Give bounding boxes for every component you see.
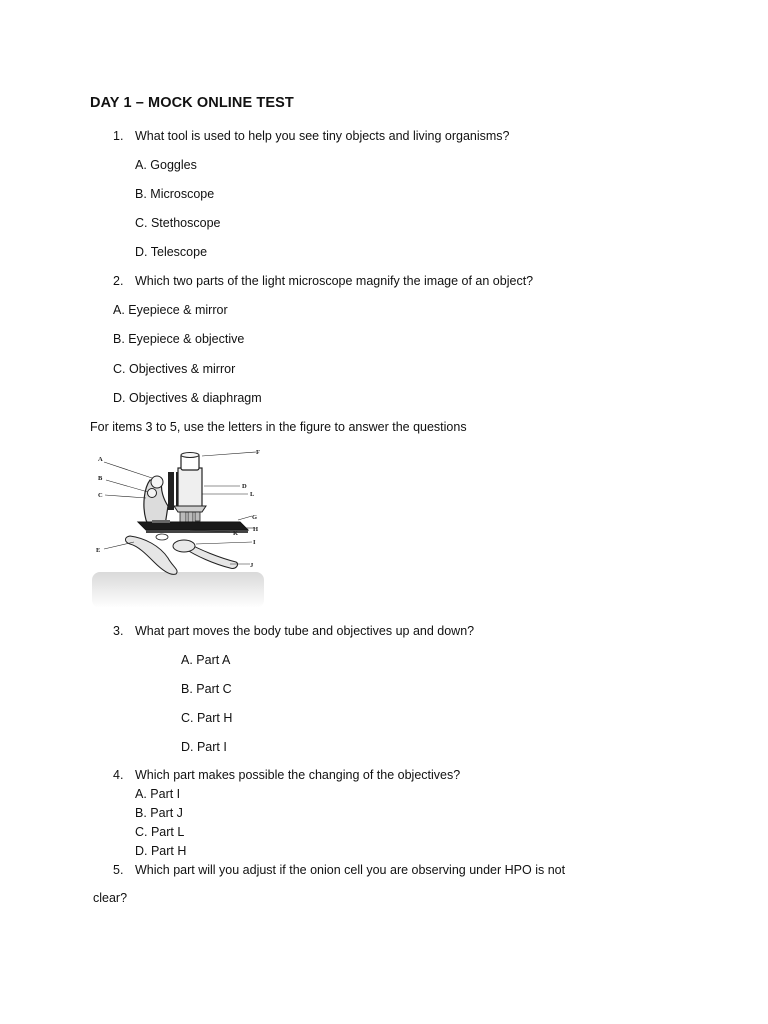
figure-label-e: E: [96, 547, 101, 554]
q1-option-a: A. Goggles: [135, 158, 197, 172]
figure-label-b: B: [98, 475, 103, 482]
q3-option-a: A. Part A: [181, 653, 231, 667]
q4-option-b: B. Part J: [135, 806, 183, 820]
tube-stripe: [168, 472, 174, 510]
mirror: [173, 540, 195, 552]
q4-option-a: A. Part I: [135, 787, 181, 801]
stage-clip: [152, 520, 170, 523]
figure-label-j: J: [250, 562, 254, 569]
question-text: What tool is used to help you see tiny objects and living organisms?: [135, 129, 510, 143]
question-3: [113, 624, 474, 638]
q2-option-c: C. Objectives & mirror: [113, 362, 236, 376]
question-number: 3.: [113, 624, 124, 638]
question-5-continuation: clear?: [93, 891, 128, 905]
q3-option-b: B. Part C: [181, 682, 232, 696]
microscope-base: [126, 536, 178, 574]
page-title: DAY 1 – MOCK ONLINE TEST: [90, 95, 294, 111]
eyepiece-top: [181, 453, 199, 458]
q3-option-c: C. Part H: [181, 711, 233, 725]
revolving-nosepiece: [174, 506, 206, 512]
question-4: [113, 768, 460, 782]
figure-label-g: G: [252, 514, 258, 521]
microscope-diagram: [90, 446, 266, 608]
figure-label-c: C: [98, 492, 103, 499]
objective-lens: [180, 512, 186, 522]
figure-label-h: H: [253, 526, 259, 533]
figure-label-a: A: [98, 456, 103, 463]
q1-option-d: D. Telescope: [135, 245, 208, 259]
question-text: What part moves the body tube and objectives up and down?: [135, 624, 475, 638]
objective-lens: [195, 512, 200, 521]
question-number: 1.: [113, 129, 124, 143]
figure-reflection: [92, 572, 264, 608]
figure-label-k: K: [233, 530, 239, 537]
body-tube: [178, 468, 202, 508]
diaphragm: [156, 534, 168, 540]
q1-option-c: C. Stethoscope: [135, 216, 221, 230]
figure-label-d: D: [242, 483, 247, 490]
q2-option-a: A. Eyepiece & mirror: [113, 303, 228, 317]
question-number: 2.: [113, 274, 124, 288]
coarse-knob: [151, 476, 163, 488]
stage: [138, 522, 248, 530]
question-5: [113, 863, 565, 877]
instruction-text: For items 3 to 5, use the letters in the figure to answer the questions: [90, 420, 467, 434]
q2-option-d: D. Objectives & diaphragm: [113, 391, 262, 405]
q3-option-d: D. Part I: [181, 740, 227, 754]
question-number: 4.: [113, 768, 124, 782]
question-1: [113, 129, 510, 143]
figure-label-l: L: [250, 491, 255, 498]
question-2: [113, 274, 533, 288]
q4-option-d: D. Part H: [135, 844, 187, 858]
q2-option-b: B. Eyepiece & objective: [113, 332, 245, 346]
question-number: 5.: [113, 863, 124, 877]
fine-knob: [148, 489, 157, 498]
microscope-figure: [90, 446, 266, 608]
question-text: Which part will you adjust if the onion cell you are observing under HPO is not: [135, 863, 566, 877]
q4-option-c: C. Part L: [135, 825, 185, 839]
question-text: Which two parts of the light microscope magnify the image of an object?: [135, 274, 534, 288]
figure-label-i: I: [253, 539, 256, 546]
figure-label-f: F: [256, 449, 260, 456]
question-text: Which part makes possible the changing of the objectives?: [135, 768, 461, 782]
q1-option-b: B. Microscope: [135, 187, 215, 201]
